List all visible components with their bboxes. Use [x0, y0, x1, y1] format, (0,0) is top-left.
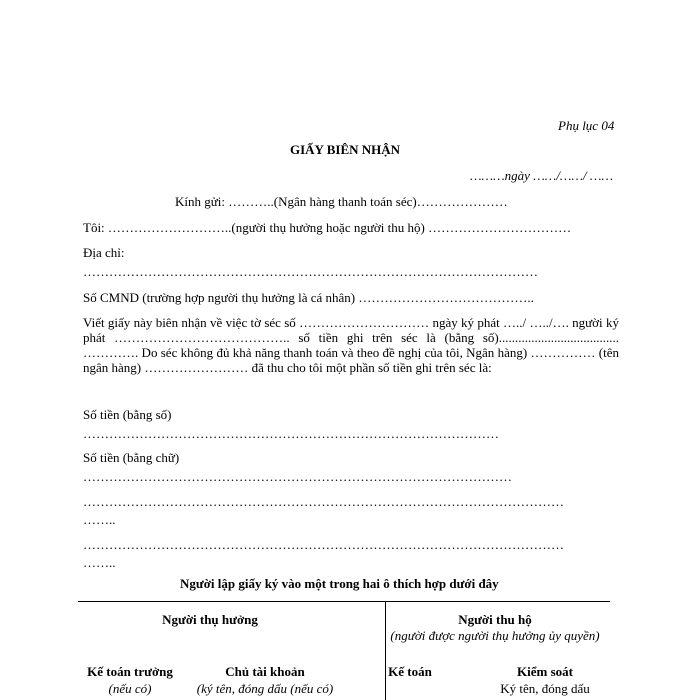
controller-note: Ký tên, đóng dấu [500, 681, 590, 696]
signing-instruction: Người lập giấy ký vào một trong hai ô thích hợp dưới đây [180, 576, 499, 591]
addressee-line: Kính gửi: ………..(Ngân hàng thanh toán séc)………………… [175, 194, 508, 209]
amount-number-label: Số tiền (bằng số) [83, 407, 172, 422]
amount-words-dots-2: ………………………………………………………………………………………………… [83, 494, 564, 509]
signature-box-divider [385, 601, 386, 700]
left-box-heading: Người thụ hưởng [162, 612, 258, 627]
signature-box-top-border [78, 601, 610, 602]
id-number-line: Số CMND (trường hợp người thụ hưởng là cá nhân) ………………………………….. [83, 290, 534, 305]
address-label: Địa chỉ: [83, 245, 125, 260]
right-box-subheading: (người được người thụ hưởng ủy quyền) [390, 628, 600, 643]
date-line: ………ngày ……/……/ …… [470, 168, 614, 183]
controller-label: Kiểm soát [517, 664, 573, 679]
amount-words-dots-2-tail: …….. [83, 512, 116, 527]
amount-words-label: Số tiền (bằng chữ) [83, 450, 180, 465]
amount-words-dots-1: ……………………………………………………………………………………… [83, 469, 512, 484]
account-holder-label: Chủ tài khoản [225, 664, 305, 679]
right-box-heading: Người thu hộ [458, 612, 532, 627]
account-holder-note: (ký tên, đóng dấu (nếu có) [196, 681, 334, 696]
amount-number-dots: …………………………………………………………………………………… [83, 426, 499, 441]
body-paragraph: Viết giấy này biên nhận về việc tờ séc số ………………………… ngày ký phát …../ …../…. người ký phát ………………………………….. số tiền ghi trên séc là (bằng số)..................................... …………. Do séc không đủ khả năng thanh toán và theo đề nghị của tôi, Ngân hàng) …………… (tên ngân hàng) …………………… đã thu cho tôi một phần số tiền ghi trên séc là: [83, 315, 619, 375]
appendix-label: Phụ lục 04 [558, 118, 615, 133]
amount-words-dots-3: ………………………………………………………………………………………………… [83, 537, 564, 552]
document-title: GIẤY BIÊN NHẬN [290, 142, 401, 157]
accountant-label: Kế toán [388, 664, 432, 679]
chief-accountant-note: (nếu có) [108, 681, 152, 696]
recipient-line: Tôi: ………………………..(người thụ hưởng hoặc người thu hộ) …………………………… [83, 220, 572, 235]
chief-accountant-label: Kế toán trưởng [87, 664, 173, 679]
address-dots: …………………………………………………………………………………………… [83, 264, 538, 279]
amount-words-dots-3-tail: …….. [83, 555, 116, 570]
